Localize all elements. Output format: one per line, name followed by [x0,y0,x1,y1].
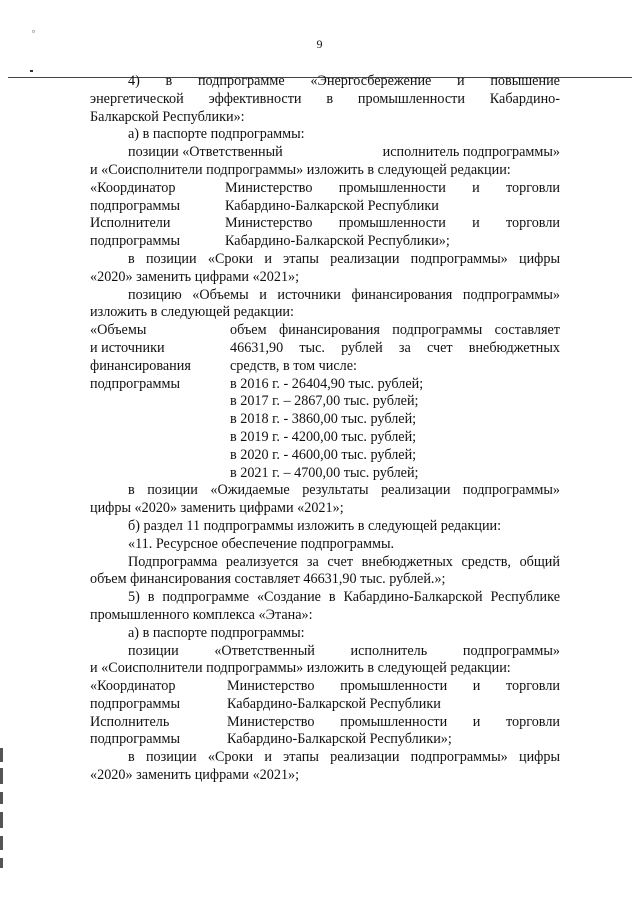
text-line: промышленного комплекса «Этана»: [90,606,313,623]
scan-edge-mark [0,748,3,762]
scan-mark: ▫ [32,27,35,36]
field-label: «Объемы и источники финансирования подпрограммы [90,322,191,392]
text-line: «11. Ресурсное обеспечение подпрограммы. [128,535,395,552]
text-line: «2020» заменить цифрами «2021»; [90,767,300,784]
text-line: изложить в следующей редакции: [90,304,294,321]
text-line: и «Соисполнители подпрограммы» изложить в следующей редакции: [90,161,511,178]
text-line: позицию «Объемы и источники финансирования подпрограммы» [128,286,560,303]
text-line: цифры «2020» заменить цифрами «2021»; [90,500,344,517]
year-line: в 2020 г. - 4600,00 тыс. рублей; [230,446,417,463]
text-line: в позиции «Сроки и этапы реализации подпрограммы» цифры [128,250,560,267]
text-line: Подпрограмма реализуется за счет внебюджетных средств, общий [128,553,560,570]
text-line: Балкарской Республики»: [90,108,245,125]
text-line: а) в паспорте подпрограммы: [128,126,305,143]
field-value: Министерство промышленности и торговли Кабардино-Балкарской Республики»; [227,713,560,748]
field-value: Министерство промышленности и торговли Кабардино-Балкарской Республики [225,179,560,214]
scan-edge-mark [0,812,3,828]
text-line: энергетической эффективности в промышленности Кабардино- [90,90,560,107]
scan-mark [30,70,33,72]
year-line: в 2018 г. - 3860,00 тыс. рублей; [230,411,417,428]
field-value: Министерство промышленности и торговли Кабардино-Балкарской Республики»; [225,215,560,250]
year-line: в 2017 г. – 2867,00 тыс. рублей; [230,393,419,410]
text-line: в позиции «Сроки и этапы реализации подпрограммы» цифры [128,749,560,766]
year-line: в 2021 г. – 4700,00 тыс. рублей; [230,464,419,481]
paragraph-4-first-line: 4) в подпрограмме «Энергосбережение и повышение [128,73,560,89]
page-number: 9 [316,37,323,51]
coordinator-row [90,180,560,216]
scan-edge-mark [0,792,3,804]
text-line: б) раздел 11 подпрограммы изложить в следующей редакции: [128,517,502,534]
field-label: Исполнители подпрограммы [90,215,180,250]
text-line: «2020» заменить цифрами «2021»; [90,268,300,285]
field-label: «Координатор подпрограммы [90,678,180,712]
field-label: Исполнитель подпрограммы [90,713,180,748]
text-line: 5) в подпрограмме «Создание в Кабардино-Балкарской Республике [128,589,560,606]
executor-row [90,714,560,750]
scan-edge-mark [0,858,3,868]
field-value: объем финансирования подпрограммы составляет 46631,90 тыс. рублей за счет внебюджетных средств, в том числе: в 2016 г. - 26404,90 тыс. рублей; в 2017 г. – 2867,00 тыс. рублей; в 2018 г. - 3860,00 тыс. рублей; в 2019 г. - 4200,00 тыс. рублей; в 2020 г. - 4600,00 тыс. рублей; в 2021 г. – 4700,00 тыс. рублей; [230,322,560,481]
scan-edge-mark [0,836,3,850]
executors-row [90,215,560,251]
field-label: «Координатор подпрограммы [90,179,180,214]
year-line: в 2019 г. - 4200,00 тыс. рублей; [230,428,417,445]
coordinator-row [90,678,560,714]
text-line: объем финансирования составляет 46631,90 тыс. рублей.»; [90,571,446,588]
scan-edge-mark [0,768,3,784]
text-line: в позиции «Ожидаемые результаты реализации подпрограммы» [128,482,560,499]
year-line: в 2016 г. - 26404,90 тыс. рублей; [230,375,424,392]
text-line: и «Соисполнители подпрограммы» изложить в следующей редакции: [90,660,511,677]
financing-row [90,322,560,482]
document-body [90,73,560,785]
text-line: а) в паспорте подпрограммы: [128,624,305,641]
text-line: позиции «Ответственный исполнитель подпрограммы» [128,144,560,161]
text-line: позиции «Ответственный исполнитель подпрограммы» [128,642,560,659]
field-value: Министерство промышленности и торговли Кабардино-Балкарской Республики [227,678,560,712]
